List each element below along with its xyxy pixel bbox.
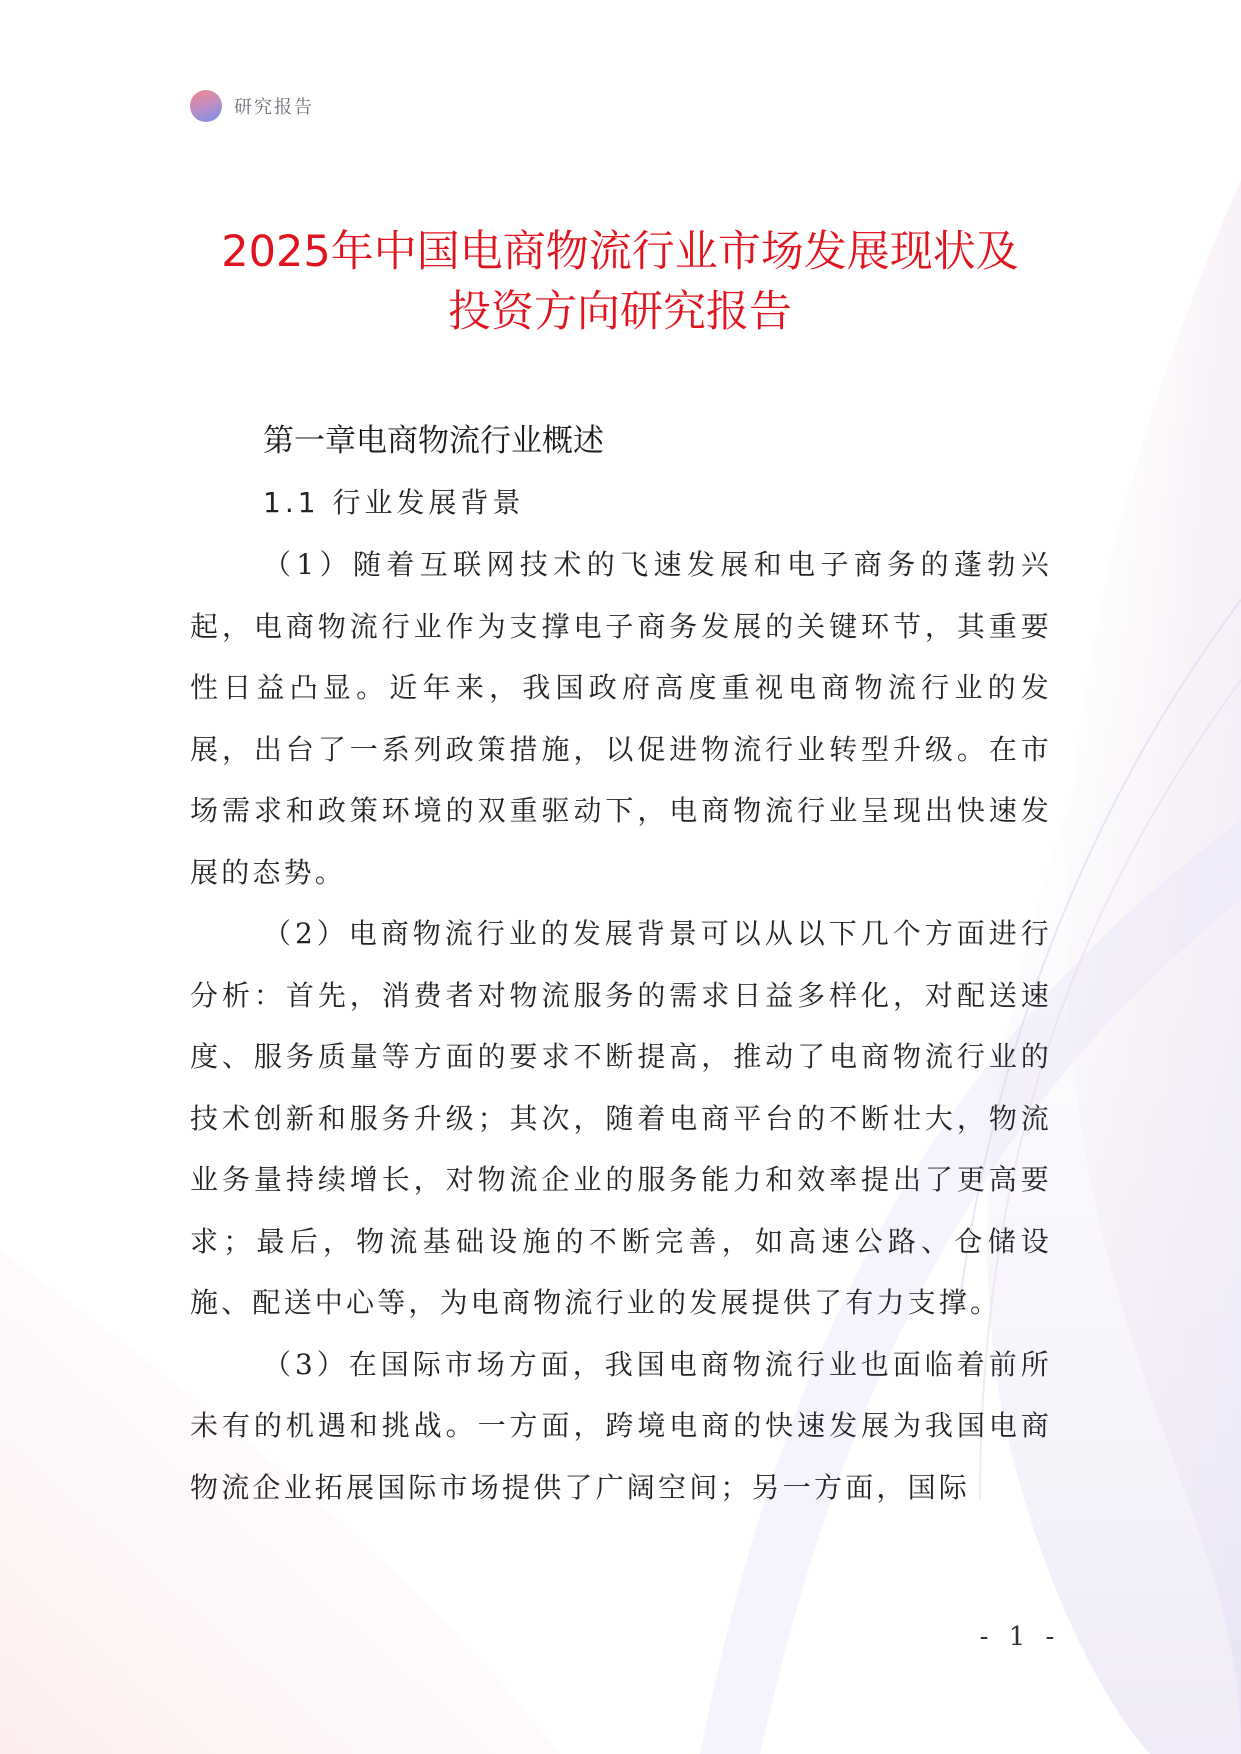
- header-label: 研究报告: [234, 97, 314, 118]
- report-header: [190, 88, 314, 124]
- paragraph-1: （1）随着互联网技术的飞速发展和电子商务的蓬勃兴起，电商物流行业作为支撑电子商务发展的关键环节，其重要性日益凸显。近年来，我国政府高度重视电商物流行业的发展，出台了一系列政策措施，以促进物流行业转型升级。在市场需求和政策环境的双重驱动下，电商物流行业呈现出快速发展的态势。: [190, 548, 1052, 889]
- document-body: [190, 410, 1052, 1518]
- chapter-heading: 第一章电商物流行业概述: [263, 423, 604, 459]
- page-number: - 1 -: [979, 1622, 1061, 1652]
- paragraph-3: （3）在国际市场方面，我国电商物流行业也面临着前所未有的机遇和挑战。一方面，跨境电商的快速发展为我国电商物流企业拓展国际市场提供了广阔空间；另一方面，国际: [190, 1347, 1052, 1504]
- paragraph-2: （2）电商物流行业的发展背景可以从以下几个方面进行分析：首先，消费者对物流服务的需求日益多样化，对配送速度、服务质量等方面的要求不断提高，推动了电商物流行业的技术创新和服务升级；其次，随着电商平台的不断壮大，物流业务量持续增长，对物流企业的服务能力和效率提出了更高要求；最后，物流基础设施的不断完善，如高速公路、仓储设施、配送中心等，为电商物流行业的发展提供了有力支撑。: [190, 917, 1052, 1319]
- title-line-2: 投资方向研究报告: [448, 287, 792, 337]
- logo-circle-icon: [190, 90, 222, 122]
- document-title: [130, 222, 1110, 342]
- section-heading: 1.1 行业发展背景: [263, 486, 525, 519]
- title-line-1: 2025年中国电商物流行业市场发展现状及: [221, 227, 1019, 277]
